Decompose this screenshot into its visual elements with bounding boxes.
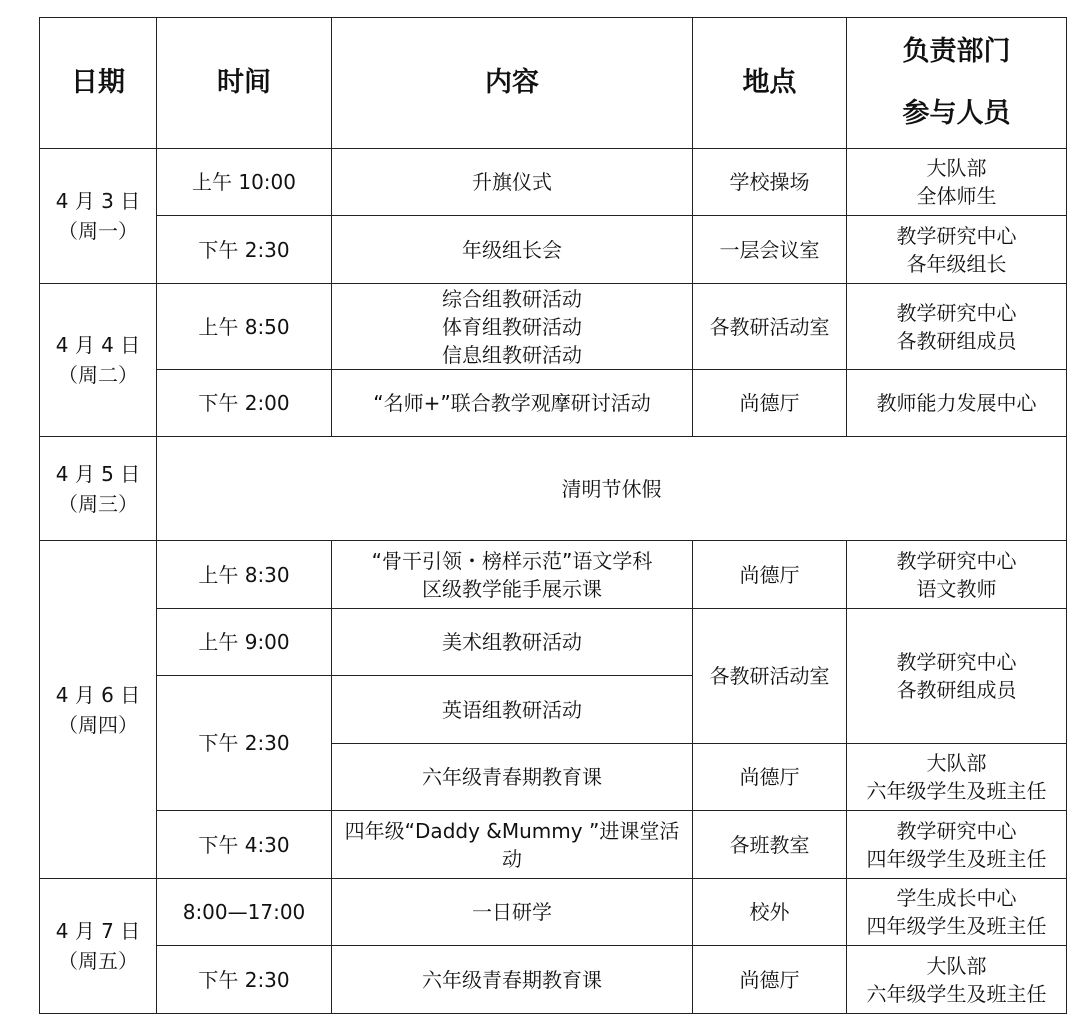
content-line: 体育组教研活动 bbox=[442, 314, 582, 339]
department-line: 大队部 bbox=[926, 751, 987, 775]
time-cell: 上午 10:00 bbox=[157, 149, 332, 216]
content-cell: 年级组长会 bbox=[332, 216, 693, 284]
content-line: 动 bbox=[502, 846, 522, 871]
content-cell: 一日研学 bbox=[332, 879, 693, 946]
location-cell: 各教研活动室 bbox=[693, 609, 847, 744]
time-cell: 下午 2:30 bbox=[157, 216, 332, 284]
weekday-label: （周四） bbox=[58, 712, 138, 737]
department-line: 大队部 bbox=[926, 156, 987, 180]
location-cell: 各教研活动室 bbox=[693, 284, 847, 370]
time-cell: 上午 8:30 bbox=[157, 541, 332, 609]
department-cell bbox=[847, 744, 1067, 811]
date-cell bbox=[40, 149, 157, 284]
department-line: 大队部 bbox=[926, 953, 987, 978]
time-cell: 下午 2:00 bbox=[157, 370, 332, 437]
department-cell bbox=[847, 946, 1067, 1014]
content-cell: 升旗仪式 bbox=[332, 149, 693, 216]
department-line: 四年级学生及班主任 bbox=[866, 914, 1047, 938]
weekday-label: （周一） bbox=[58, 219, 138, 243]
date-label: 4 月 7 日 bbox=[55, 919, 141, 943]
table-row bbox=[40, 284, 1067, 370]
header-date: 日期 bbox=[40, 18, 157, 149]
department-line: 学生成长中心 bbox=[896, 886, 1017, 910]
header-department-line1: 负责部门 bbox=[902, 36, 1011, 67]
table-row bbox=[40, 879, 1067, 946]
content-line: 区级教学能手展示课 bbox=[422, 576, 602, 601]
department-line: 教学研究中心 bbox=[896, 548, 1017, 573]
content-line: “骨干引领・榜样示范”语文学科 bbox=[371, 548, 653, 573]
department-line: 语文教师 bbox=[916, 576, 997, 601]
time-cell: 8:00—17:00 bbox=[157, 879, 332, 946]
location-cell: 尚德厅 bbox=[693, 541, 847, 609]
department-line: 教学研究中心 bbox=[896, 300, 1017, 325]
department-line: 教学研究中心 bbox=[896, 650, 1017, 674]
location-cell: 各班教室 bbox=[693, 811, 847, 879]
department-cell bbox=[847, 609, 1067, 744]
weekday-label: （周二） bbox=[58, 363, 138, 387]
time-cell: 下午 4:30 bbox=[157, 811, 332, 879]
department-cell bbox=[847, 149, 1067, 216]
department-line: 六年级学生及班主任 bbox=[866, 779, 1047, 803]
table-row bbox=[40, 946, 1067, 1014]
location-cell: 尚德厅 bbox=[693, 744, 847, 811]
location-cell: 学校操场 bbox=[693, 149, 847, 216]
department-line: 教学研究中心 bbox=[896, 818, 1017, 843]
date-cell bbox=[40, 879, 157, 1014]
department-cell bbox=[847, 216, 1067, 284]
department-cell bbox=[847, 811, 1067, 879]
time-cell: 下午 2:30 bbox=[157, 676, 332, 811]
content-cell bbox=[332, 811, 693, 879]
table-row bbox=[40, 541, 1067, 609]
department-line: 各教研组成员 bbox=[896, 328, 1017, 353]
content-cell bbox=[332, 541, 693, 609]
content-line: 综合组教研活动 bbox=[442, 286, 582, 311]
content-cell: 六年级青春期教育课 bbox=[332, 946, 693, 1014]
schedule-table bbox=[39, 17, 1067, 1014]
header-department-line2: 参与人员 bbox=[902, 98, 1011, 129]
date-label: 4 月 3 日 bbox=[55, 189, 141, 213]
department-line: 各教研组成员 bbox=[896, 678, 1017, 702]
location-cell: 尚德厅 bbox=[693, 946, 847, 1014]
table-row bbox=[40, 811, 1067, 879]
department-cell bbox=[847, 541, 1067, 609]
date-label: 4 月 5 日 bbox=[55, 461, 141, 486]
content-line: 信息组教研活动 bbox=[442, 342, 582, 367]
content-cell: “名师+”联合教学观摩研讨活动 bbox=[332, 370, 693, 437]
location-cell: 校外 bbox=[693, 879, 847, 946]
table-row bbox=[40, 370, 1067, 437]
table-row bbox=[40, 216, 1067, 284]
time-cell: 下午 2:30 bbox=[157, 946, 332, 1014]
date-cell bbox=[40, 541, 157, 879]
location-cell: 一层会议室 bbox=[693, 216, 847, 284]
content-line: 四年级“Daddy &Mummy ”进课堂活 bbox=[344, 818, 680, 843]
table-row bbox=[40, 437, 1067, 541]
header-department bbox=[847, 18, 1067, 149]
department-line: 六年级学生及班主任 bbox=[866, 981, 1047, 1006]
header-content: 内容 bbox=[332, 18, 693, 149]
department-cell: 教师能力发展中心 bbox=[847, 370, 1067, 437]
header-row bbox=[40, 18, 1067, 149]
date-label: 4 月 4 日 bbox=[55, 333, 141, 357]
time-cell: 上午 9:00 bbox=[157, 609, 332, 676]
content-cell: 六年级青春期教育课 bbox=[332, 744, 693, 811]
department-line: 全体师生 bbox=[916, 184, 997, 208]
date-cell bbox=[40, 437, 157, 541]
header-time: 时间 bbox=[157, 18, 332, 149]
weekday-label: （周五） bbox=[58, 949, 138, 973]
content-cell: 美术组教研活动 bbox=[332, 609, 693, 676]
location-cell: 尚德厅 bbox=[693, 370, 847, 437]
department-cell bbox=[847, 879, 1067, 946]
department-line: 四年级学生及班主任 bbox=[866, 846, 1047, 871]
time-cell: 上午 8:50 bbox=[157, 284, 332, 370]
date-cell bbox=[40, 284, 157, 437]
department-cell bbox=[847, 284, 1067, 370]
weekday-label: （周三） bbox=[58, 491, 138, 516]
content-cell bbox=[332, 284, 693, 370]
department-line: 各年级组长 bbox=[906, 251, 1007, 276]
header-location: 地点 bbox=[693, 18, 847, 149]
table-row bbox=[40, 609, 1067, 676]
holiday-cell: 清明节休假 bbox=[157, 437, 1067, 541]
date-label: 4 月 6 日 bbox=[55, 682, 141, 707]
department-line: 教学研究中心 bbox=[896, 223, 1017, 248]
content-cell: 英语组教研活动 bbox=[332, 676, 693, 744]
table-row bbox=[40, 149, 1067, 216]
